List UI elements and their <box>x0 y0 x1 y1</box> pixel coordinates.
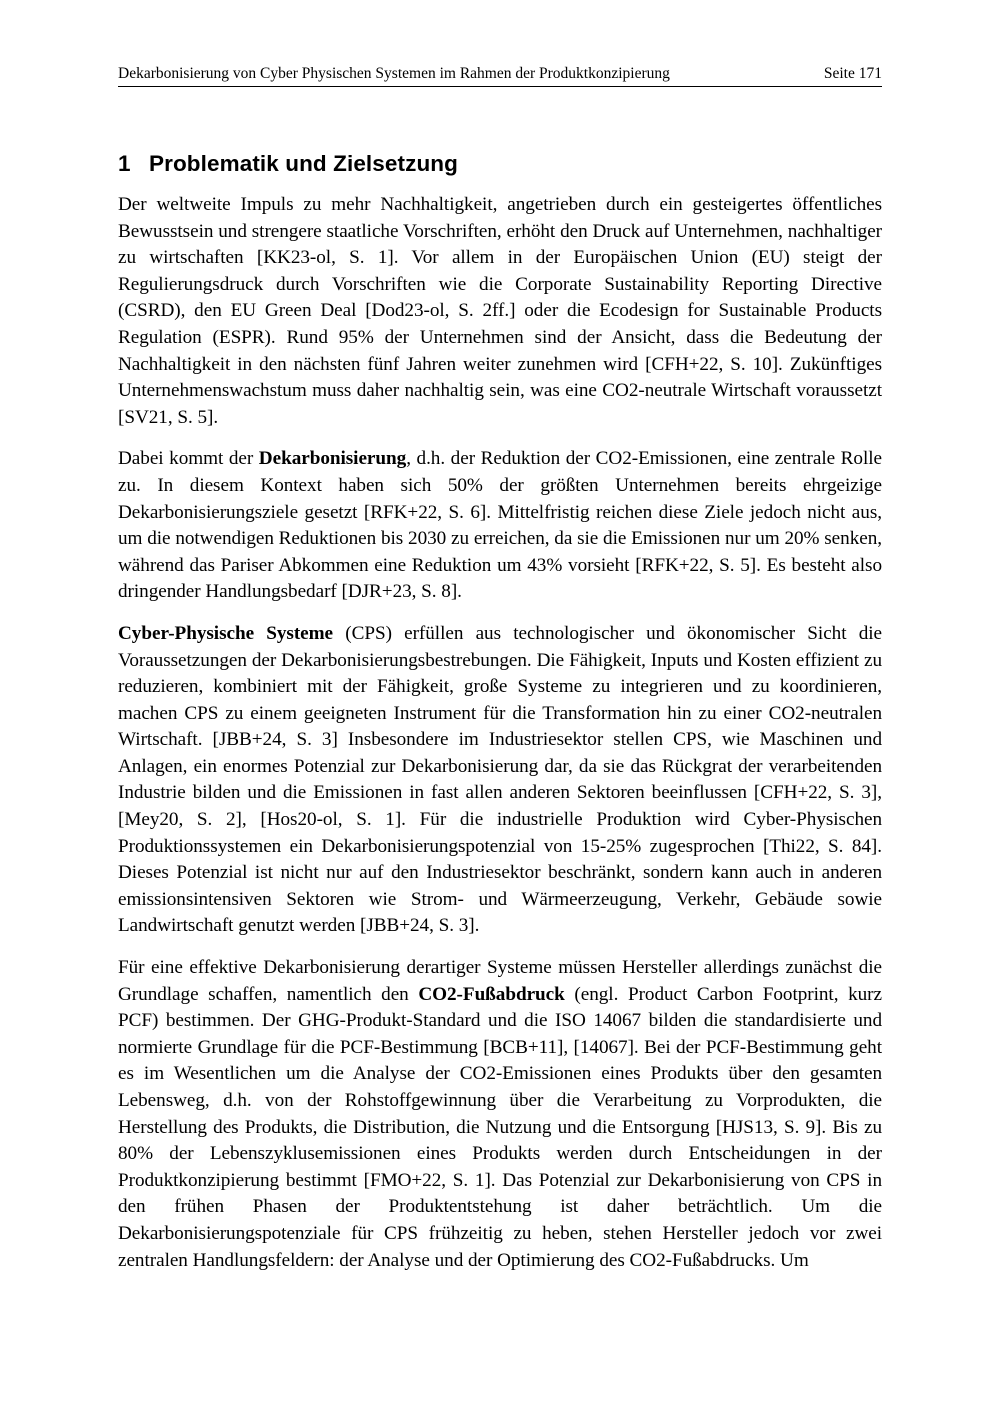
text-run: (CPS) erfüllen aus technologischer und ökonomischer Sicht die Voraussetzungen der Dekarbonisierungsbestrebungen. Die Fähigkeit, Inputs und Kosten effizient zu reduzieren, kombiniert mit der Fähigkeit, große Systeme zu integrieren und zu koordinieren, machen CPS zu einem geeigneten Instrument für die Transformation hin zu einer CO2-neutralen Wirtschaft. [JBB+24, S. 3] Insbesondere im Industriesektor stellen CPS, wie Maschinen und Anlagen, ein enormes Potenzial zur Dekarbonisierung dar, da sie das Rückgrat der verarbeitenden Industrie bilden und die Emissionen in fast allen anderen Sektoren beeinflussen [CFH+22, S. 3], [Mey20, S. 2], [Hos20-ol, S. 1]. Für die industrielle Produktion wird Cyber-Physischen Produktionssystemen ein Dekarbonisierungspotenzial von 15-25% zugesprochen [Thi22, S. 84]. Dieses Potenzial ist nicht nur auf den Industriesektor beschränkt, sondern kann auch in anderen emissionsintensiven Sektoren wie Strom- und Wärmeerzeugung, Verkehr, Gebäude sowie Landwirtschaft genutzt werden [JBB+24, S. 3]. <box>118 622 882 937</box>
paragraph <box>118 955 882 1274</box>
text-run: Für eine effektive Dekarbonisierung derartiger Systeme müssen Hersteller allerdings zunächst die Grundlage schaffen, namentlich den <box>118 957 882 1005</box>
paragraph <box>118 446 882 606</box>
document-page <box>118 64 882 1289</box>
body-text <box>118 192 882 1274</box>
page-number: Seite 171 <box>823 65 882 82</box>
text-run: , d.h. der Reduktion der CO2-Emissionen, eine zentrale Rolle zu. In diesem Kontext haben sich 50% der größten Unternehmen bereits ehrgeizige Dekarbonisierungsziele gesetzt [RFK+22, S. 6]. Mittelfristig reichen diese Ziele jedoch nicht aus, um die notwendigen Reduktionen bis 2030 zu erreichen, da sie die Emissionen nur um 20% senken, während das Pariser Abkommen eine Reduktion um 43% vorsieht [RFK+22, S. 5]. Es besteht also dringender Handlungsbedarf [DJR+23, S. 8]. <box>118 448 883 603</box>
paragraph <box>118 621 882 940</box>
bold-term: Dekarbonisierung <box>258 448 407 470</box>
section-title: Problematik und Zielsetzung <box>149 151 458 176</box>
section-number: 1 <box>118 151 131 176</box>
text-run: Der weltweite Impuls zu mehr Nachhaltigkeit, angetrieben durch ein gesteigertes öffentliches Bewusstsein und strengere staatliche Vorschriften, erhöht den Druck auf Unternehmen, nachhaltiger zu wirtschaften [KK23-ol, S. 1]. Vor allem in der Europäischen Union (EU) steigt der Regulierungsdruck durch Vorschriften wie die Corporate Sustainability Reporting Directive (CSRD), den EU Green Deal [Dod23-ol, S. 2ff.] oder die Ecodesign for Sustainable Products Regulation (ESPR). Rund 95% der Unternehmen sind der Ansicht, dass die Bedeutung der Nachhaltigkeit in den nächsten fünf Jahren weiter zunehmen wird [CFH+22, S. 10]. Zukünftiges Unternehmenswachstum muss daher nachhaltig sein, was eine CO2-neutrale Wirtschaft voraussetzt [SV21, S. 5]. <box>118 194 882 428</box>
section-heading <box>118 149 882 179</box>
running-header <box>118 64 882 87</box>
bold-term: CO2-Fußabdruck <box>418 983 565 1005</box>
bold-term: Cyber-Physische Systeme <box>118 622 334 644</box>
text-run: Dabei kommt der <box>118 448 259 470</box>
text-run: (engl. Product Carbon Footprint, kurz PCF) bestimmen. Der GHG-Produkt-Standard und die ISO 14067 bilden die standardisierte und normierte Grundlage für die PCF-Bestimmung [BCB+11], [14067]. Bei der PCF-Bestimmung geht es im Wesentlichen um die Analyse der CO2-Emissionen eines Produkts über den gesamten Lebensweg, d.h. von der Rohstoffgewinnung über die Verarbeitung zu Vorprodukten, die Herstellung des Produkts, die Distribution, die Nutzung und die Entsorgung [HJS13, S. 9]. Bis zu 80% der Lebenszyklusemissionen eines Produkts werden durch Entscheidungen in der Produktkonzipierung bestimmt [FMO+22, S. 1]. Das Potenzial zur Dekarbonisierung von CPS in den frühen Phasen der Produktentstehung ist daher beträchtlich. Um die Dekarbonisierungspotenziale für CPS frühzeitig zu heben, stehen Hersteller jedoch vor zwei zentralen Handlungsfeldern: der Analyse und der Optimierung des CO2-Fußabdrucks. Um <box>118 983 882 1271</box>
paragraph <box>118 192 882 431</box>
running-header-title: Dekarbonisierung von Cyber Physischen Systemen im Rahmen der Produktkonzipierung <box>118 65 670 82</box>
